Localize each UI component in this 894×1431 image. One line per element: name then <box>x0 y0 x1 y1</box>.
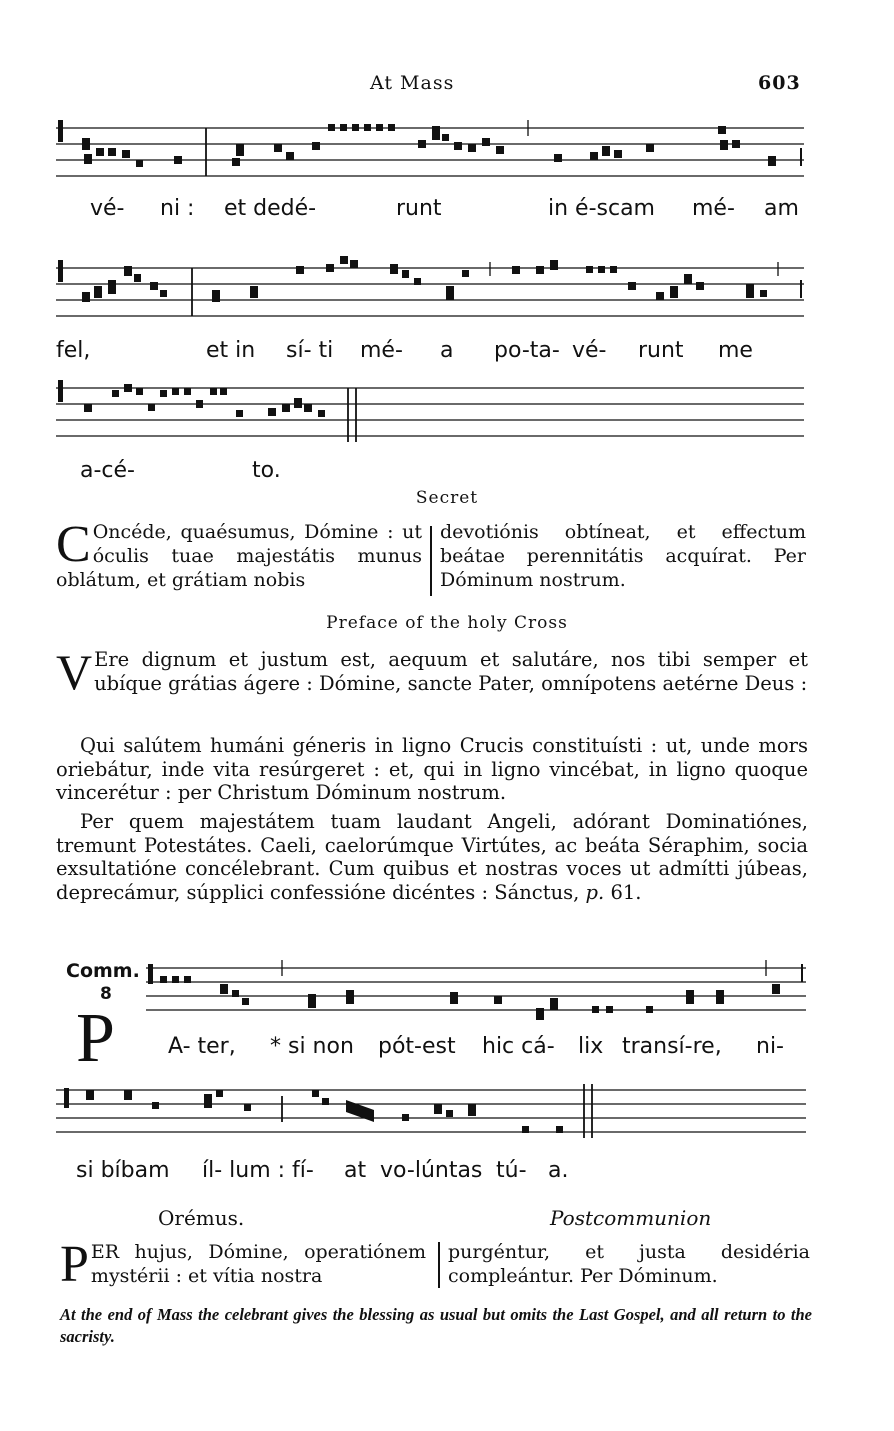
lyric-3: et dedé- <box>224 196 317 221</box>
preface-paragraph-3 <box>56 810 808 904</box>
secret-left-text: Oncéde, quaésumus, Dómine : ut óculis tuae majestátis munus oblátum, et grátiam nobis <box>56 521 422 591</box>
page-number: 603 <box>758 72 801 94</box>
staff-lines-3 <box>56 376 806 448</box>
postcommunion-heading: Postcommunion <box>550 1206 712 1230</box>
lyric-6: mé- <box>692 196 735 221</box>
comm-lyric-11: vo-lúntas <box>380 1158 483 1183</box>
lyric-2: ni : <box>160 196 195 221</box>
lyric-16: me <box>718 338 753 363</box>
lyric-12: a <box>440 338 454 363</box>
lyric-4: runt <box>396 196 442 221</box>
column-divider-2 <box>438 1242 440 1288</box>
comm-lyric-1: A- ter, <box>168 1034 236 1059</box>
postcommunion-right-column: purgéntur, et justa desidéria compleántur. Per Dóminum. <box>448 1241 810 1287</box>
communion-mode: 8 <box>100 984 112 1004</box>
lyric-1: vé- <box>90 196 125 221</box>
page-ref-abbrev: p. <box>585 880 605 904</box>
chant-staff-2 <box>56 256 806 328</box>
staff-lines-2 <box>56 256 806 328</box>
rubric-note: At the end of Mass the celebrant gives the blessing as usual but omits the Last Gospel, and all return to the sacristy. <box>60 1305 812 1346</box>
comm-lyric-2: * si non <box>270 1034 354 1059</box>
preface-p3-text: Per quem majestátem tuam laudant Angeli, adórant Dominatiónes, tremunt Potestátes. Caeli, caelorúmque Virtútes, ac beáta Séraphim, socia exsultatióne concélebrant. Cum quibus et nostras voces ut admítti júbeas, deprecámur, súpplici confessióne dicéntes : <box>56 810 808 904</box>
chant-staff-5 <box>56 1082 808 1148</box>
comm-lyric-13: a. <box>548 1158 569 1183</box>
oremus-heading: Orémus. <box>158 1206 245 1230</box>
lyric-13: po-ta- <box>494 338 560 363</box>
secret-heading: Secret <box>415 488 479 508</box>
staff-lines-5 <box>56 1082 808 1148</box>
lyric-11: mé- <box>360 338 403 363</box>
comm-lyric-4: hic cá- <box>482 1034 555 1059</box>
running-header: At Mass <box>370 72 455 94</box>
sanctus-text: Sánctus, <box>494 880 580 904</box>
communion-drop-cap: P <box>76 1000 115 1077</box>
comm-lyric-5: lix <box>578 1034 604 1059</box>
preface-drop-cap: V <box>56 644 93 700</box>
chant-staff-3 <box>56 376 806 448</box>
staff-lines-4 <box>146 960 808 1030</box>
lyric-10: sí- ti <box>286 338 334 363</box>
comm-lyric-10: at <box>344 1158 367 1183</box>
lyric-14: vé- <box>572 338 607 363</box>
lyric-7: am <box>764 196 799 221</box>
column-divider <box>430 526 432 596</box>
communion-label: Comm. <box>66 960 140 982</box>
chant-staff-1 <box>56 118 806 188</box>
postcommunion-left-text: ER hujus, Dómine, operatiónem mystérii : et vítia nostra <box>90 1241 426 1287</box>
lyric-5: in é-scam <box>548 196 655 221</box>
comm-lyric-6: transí-re, <box>622 1034 722 1059</box>
preface-p2-text: Qui salútem humáni géneris in ligno Crucis constituísti : ut, unde mors oriebátur, inde vita resúrgeret : et, qui in ligno vincébat, in ligno quoque vincerétur : per Christum Dóminum nostrum. <box>56 734 808 804</box>
lyric-8: fel, <box>56 338 91 363</box>
preface-heading: Preface of the holy Cross <box>326 613 568 633</box>
secret-right-column: devotiónis obtíneat, et effectum beátae perennitátis acquírat. Per Dóminum nostrum. <box>440 521 806 591</box>
preface-paragraph-1 <box>56 644 808 700</box>
page-ref-number: 61. <box>610 880 642 904</box>
lyric-17: a-cé- <box>80 458 135 483</box>
staff-lines-1 <box>56 118 806 188</box>
secret-left-column <box>56 516 422 592</box>
secret-drop-cap: C <box>56 516 91 573</box>
postcommunion-left-column <box>60 1236 426 1293</box>
postcommunion-drop-cap: P <box>60 1236 89 1293</box>
comm-lyric-7: ni- <box>756 1034 784 1059</box>
comm-lyric-3: pót-est <box>378 1034 456 1059</box>
lyric-18: to. <box>252 458 281 483</box>
comm-lyric-9: íl- lum : fí- <box>202 1158 314 1183</box>
comm-lyric-12: tú- <box>496 1158 527 1183</box>
chant-staff-4 <box>146 960 808 1030</box>
preface-p1-text: Ere dignum et justum est, aequum et salutáre, nos tibi semper et ubíque grátias ágere : Dómine, sancte Pater, omnípotens aetérne Deus : <box>94 648 808 695</box>
preface-paragraph-2 <box>56 734 808 805</box>
lyric-15: runt <box>638 338 684 363</box>
comm-lyric-8: si bíbam <box>76 1158 170 1183</box>
lyric-9: et in <box>206 338 256 363</box>
